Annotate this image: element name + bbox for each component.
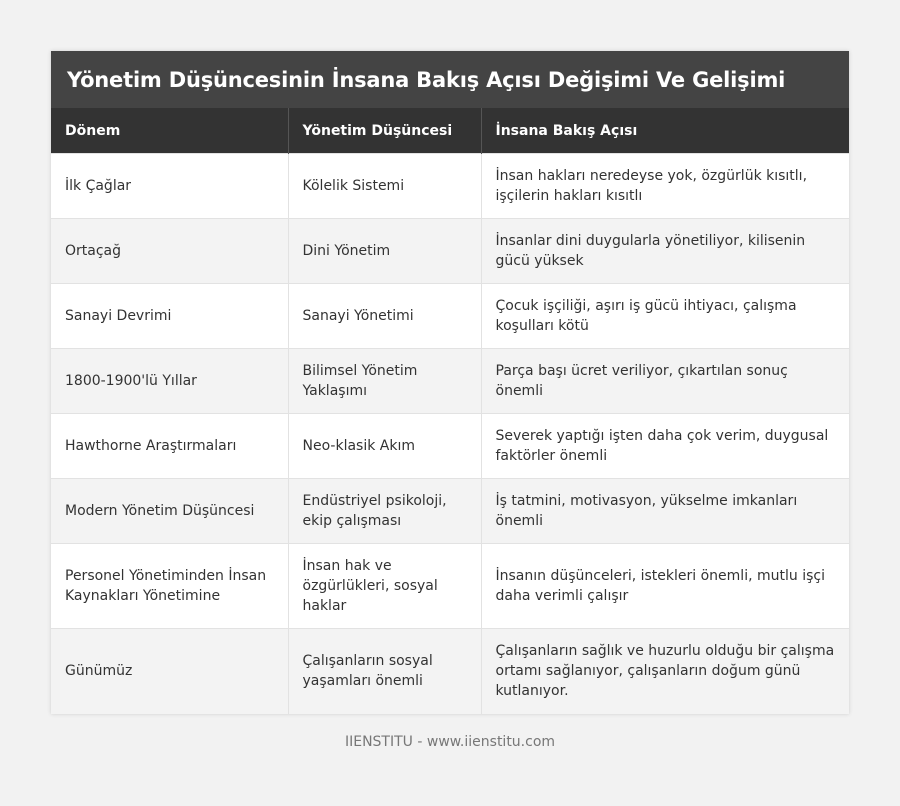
- table-cell: İlk Çağlar: [51, 154, 288, 219]
- table-cell: İnsanlar dini duygularla yönetiliyor, kilisenin gücü yüksek: [481, 219, 849, 284]
- table-cell: Parça başı ücret veriliyor, çıkartılan sonuç önemli: [481, 349, 849, 414]
- page-title: Yönetim Düşüncesinin İnsana Bakış Açısı Değişimi Ve Gelişimi: [67, 67, 786, 92]
- table-cell: Sanayi Yönetimi: [288, 284, 481, 349]
- table-cell: İnsanın düşünceleri, istekleri önemli, mutlu işçi daha verimli çalışır: [481, 544, 849, 629]
- table-cell: Severek yaptığı işten daha çok verim, duygusal faktörler önemli: [481, 414, 849, 479]
- table-cell: Bilimsel Yönetim Yaklaşımı: [288, 349, 481, 414]
- table-row: [51, 544, 849, 629]
- table-header-row: [51, 108, 849, 154]
- data-table: [51, 108, 849, 714]
- table-row: [51, 219, 849, 284]
- table-cell: 1800-1900'lü Yıllar: [51, 349, 288, 414]
- table-row: [51, 479, 849, 544]
- table-cell: Çalışanların sağlık ve huzurlu olduğu bir çalışma ortamı sağlanıyor, çalışanların doğum günü kutlanıyor.: [481, 629, 849, 714]
- table-cell: Çalışanların sosyal yaşamları önemli: [288, 629, 481, 714]
- table-cell: İnsan hakları neredeyse yok, özgürlük kısıtlı, işçilerin hakları kısıtlı: [481, 154, 849, 219]
- table-cell: Hawthorne Araştırmaları: [51, 414, 288, 479]
- table-cell: Dini Yönetim: [288, 219, 481, 284]
- table-cell: Modern Yönetim Düşüncesi: [51, 479, 288, 544]
- footer-credit: IIENSTITU - www.iienstitu.com: [344, 734, 556, 750]
- table-card: [51, 51, 849, 714]
- table-cell: Ortaçağ: [51, 219, 288, 284]
- table-cell: Sanayi Devrimi: [51, 284, 288, 349]
- table-cell: İnsan hak ve özgürlükleri, sosyal haklar: [288, 544, 481, 629]
- table-cell: Neo-klasik Akım: [288, 414, 481, 479]
- table-row: [51, 414, 849, 479]
- table-row: [51, 284, 849, 349]
- column-header-yonetim-dusuncesi: Yönetim Düşüncesi: [288, 108, 481, 154]
- table-row: [51, 154, 849, 219]
- table-cell: Endüstriyel psikoloji, ekip çalışması: [288, 479, 481, 544]
- column-header-donem: Dönem: [51, 108, 288, 154]
- table-row: [51, 349, 849, 414]
- title-bar: [51, 51, 849, 108]
- column-header-insana-bakis-acisi: İnsana Bakış Açısı: [481, 108, 849, 154]
- table-cell: Günümüz: [51, 629, 288, 714]
- table-cell: Kölelik Sistemi: [288, 154, 481, 219]
- table-row: [51, 629, 849, 714]
- table-cell: İş tatmini, motivasyon, yükselme imkanları önemli: [481, 479, 849, 544]
- table-cell: Çocuk işçiliği, aşırı iş gücü ihtiyacı, çalışma koşulları kötü: [481, 284, 849, 349]
- table-cell: Personel Yönetiminden İnsan Kaynakları Yönetimine: [51, 544, 288, 629]
